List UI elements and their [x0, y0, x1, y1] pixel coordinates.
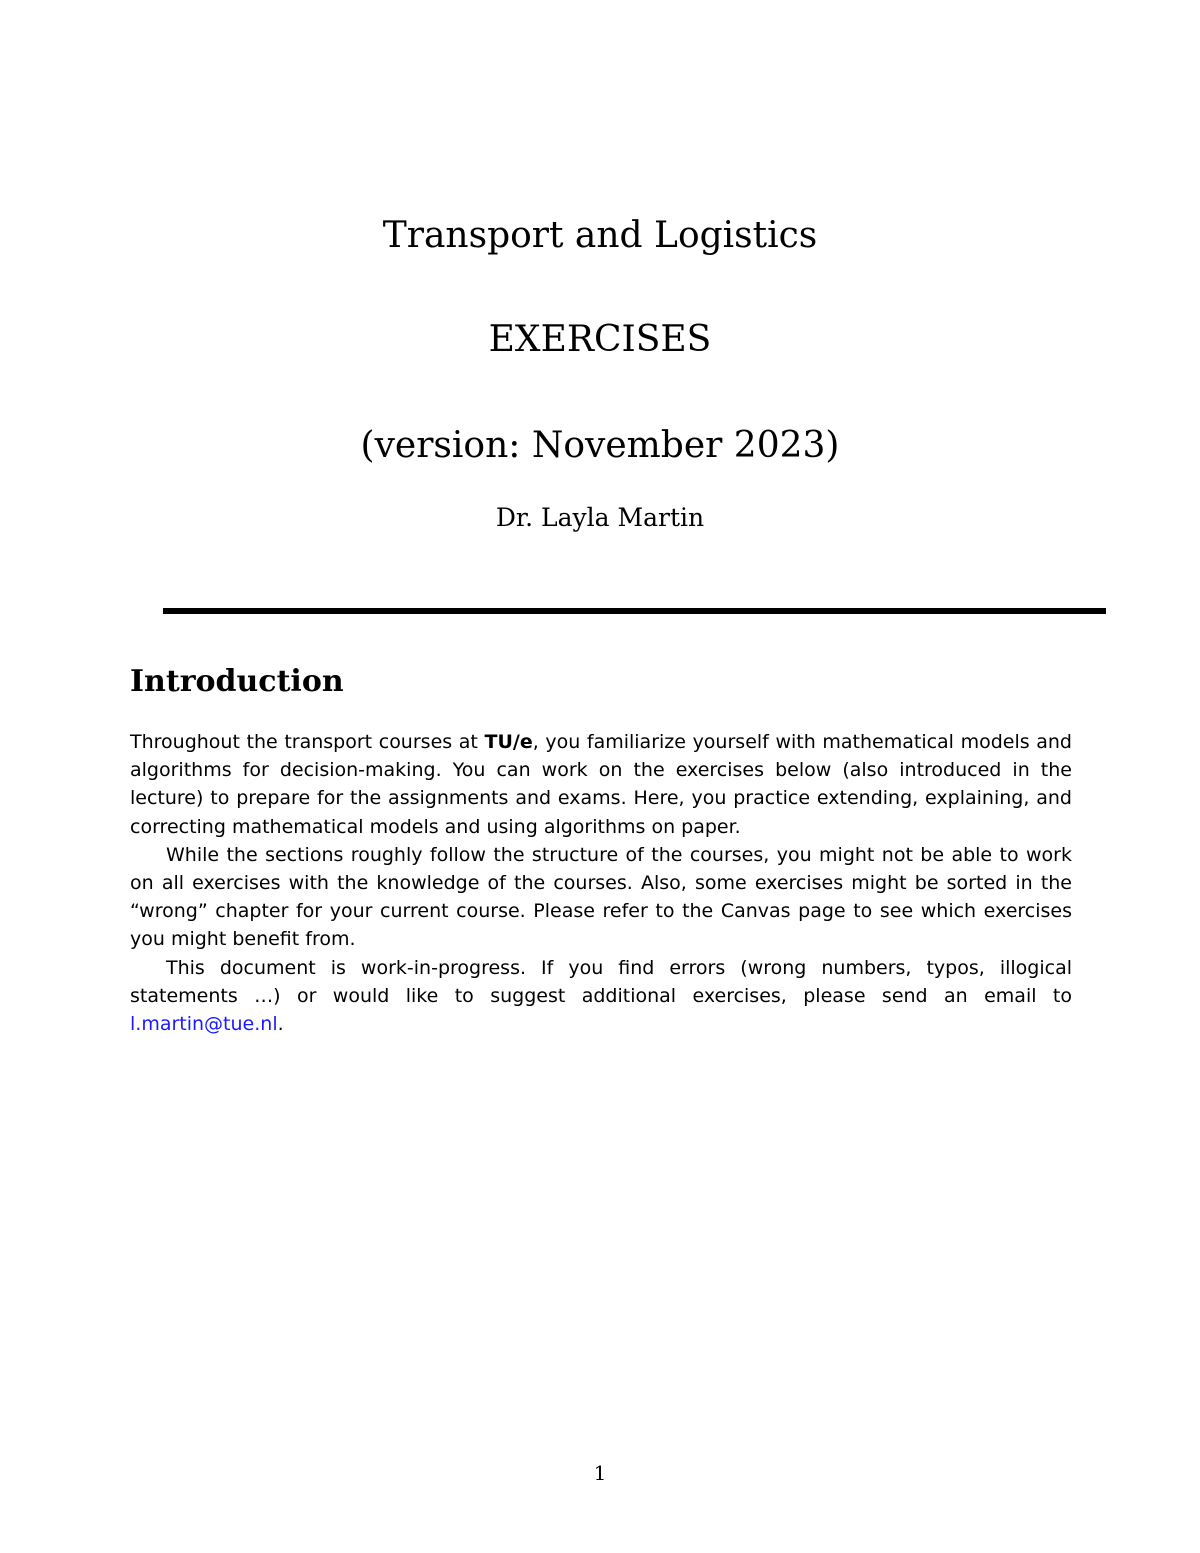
paragraph-1-text-start: Throughout the transport courses at — [130, 731, 485, 753]
section-heading-introduction: Introduction — [130, 664, 344, 699]
paragraph-3-end: . — [277, 1013, 284, 1036]
email-link[interactable]: l.martin@tue.nl — [130, 1013, 278, 1036]
paragraph-3-text: This document is work-in-progress. If you find errors (wrong numbers, typos, illogical statements …) or would like to suggest additional exercises, please send an email to — [130, 956, 1072, 1007]
introduction-body — [130, 728, 1072, 1038]
document-author: Dr. Layla Martin — [495, 503, 705, 532]
document-version: (version: November 2023) — [360, 425, 840, 466]
document-title: Transport and Logistics — [382, 215, 818, 256]
title-divider-rule — [163, 608, 1106, 614]
paragraph-1-text-end: , you familiarize yourself with mathematical models and algorithms for decision-making. You can work on the exercises below (also introduced in the lecture) to prepare for the assignments and exams. Here, you practice extending, explaining, and correcting mathematical models and using algorithms on paper. — [130, 731, 1072, 838]
page-number: 1 — [593, 1461, 607, 1485]
document-subtitle: EXERCISES — [488, 319, 712, 360]
introduction-paragraph-3 — [130, 954, 1072, 1039]
introduction-paragraph-2: While the sections roughly follow the structure of the courses, you might not be able to work on all exercises with the knowledge of the courses. Also, some exercises might be sorted in the “wrong” chapter for your current course. Please refer to the Canvas page to see which exercises you might benefit from. — [130, 843, 1072, 951]
introduction-paragraph-1 — [130, 728, 1072, 841]
institution-name: TU/e — [484, 731, 533, 753]
